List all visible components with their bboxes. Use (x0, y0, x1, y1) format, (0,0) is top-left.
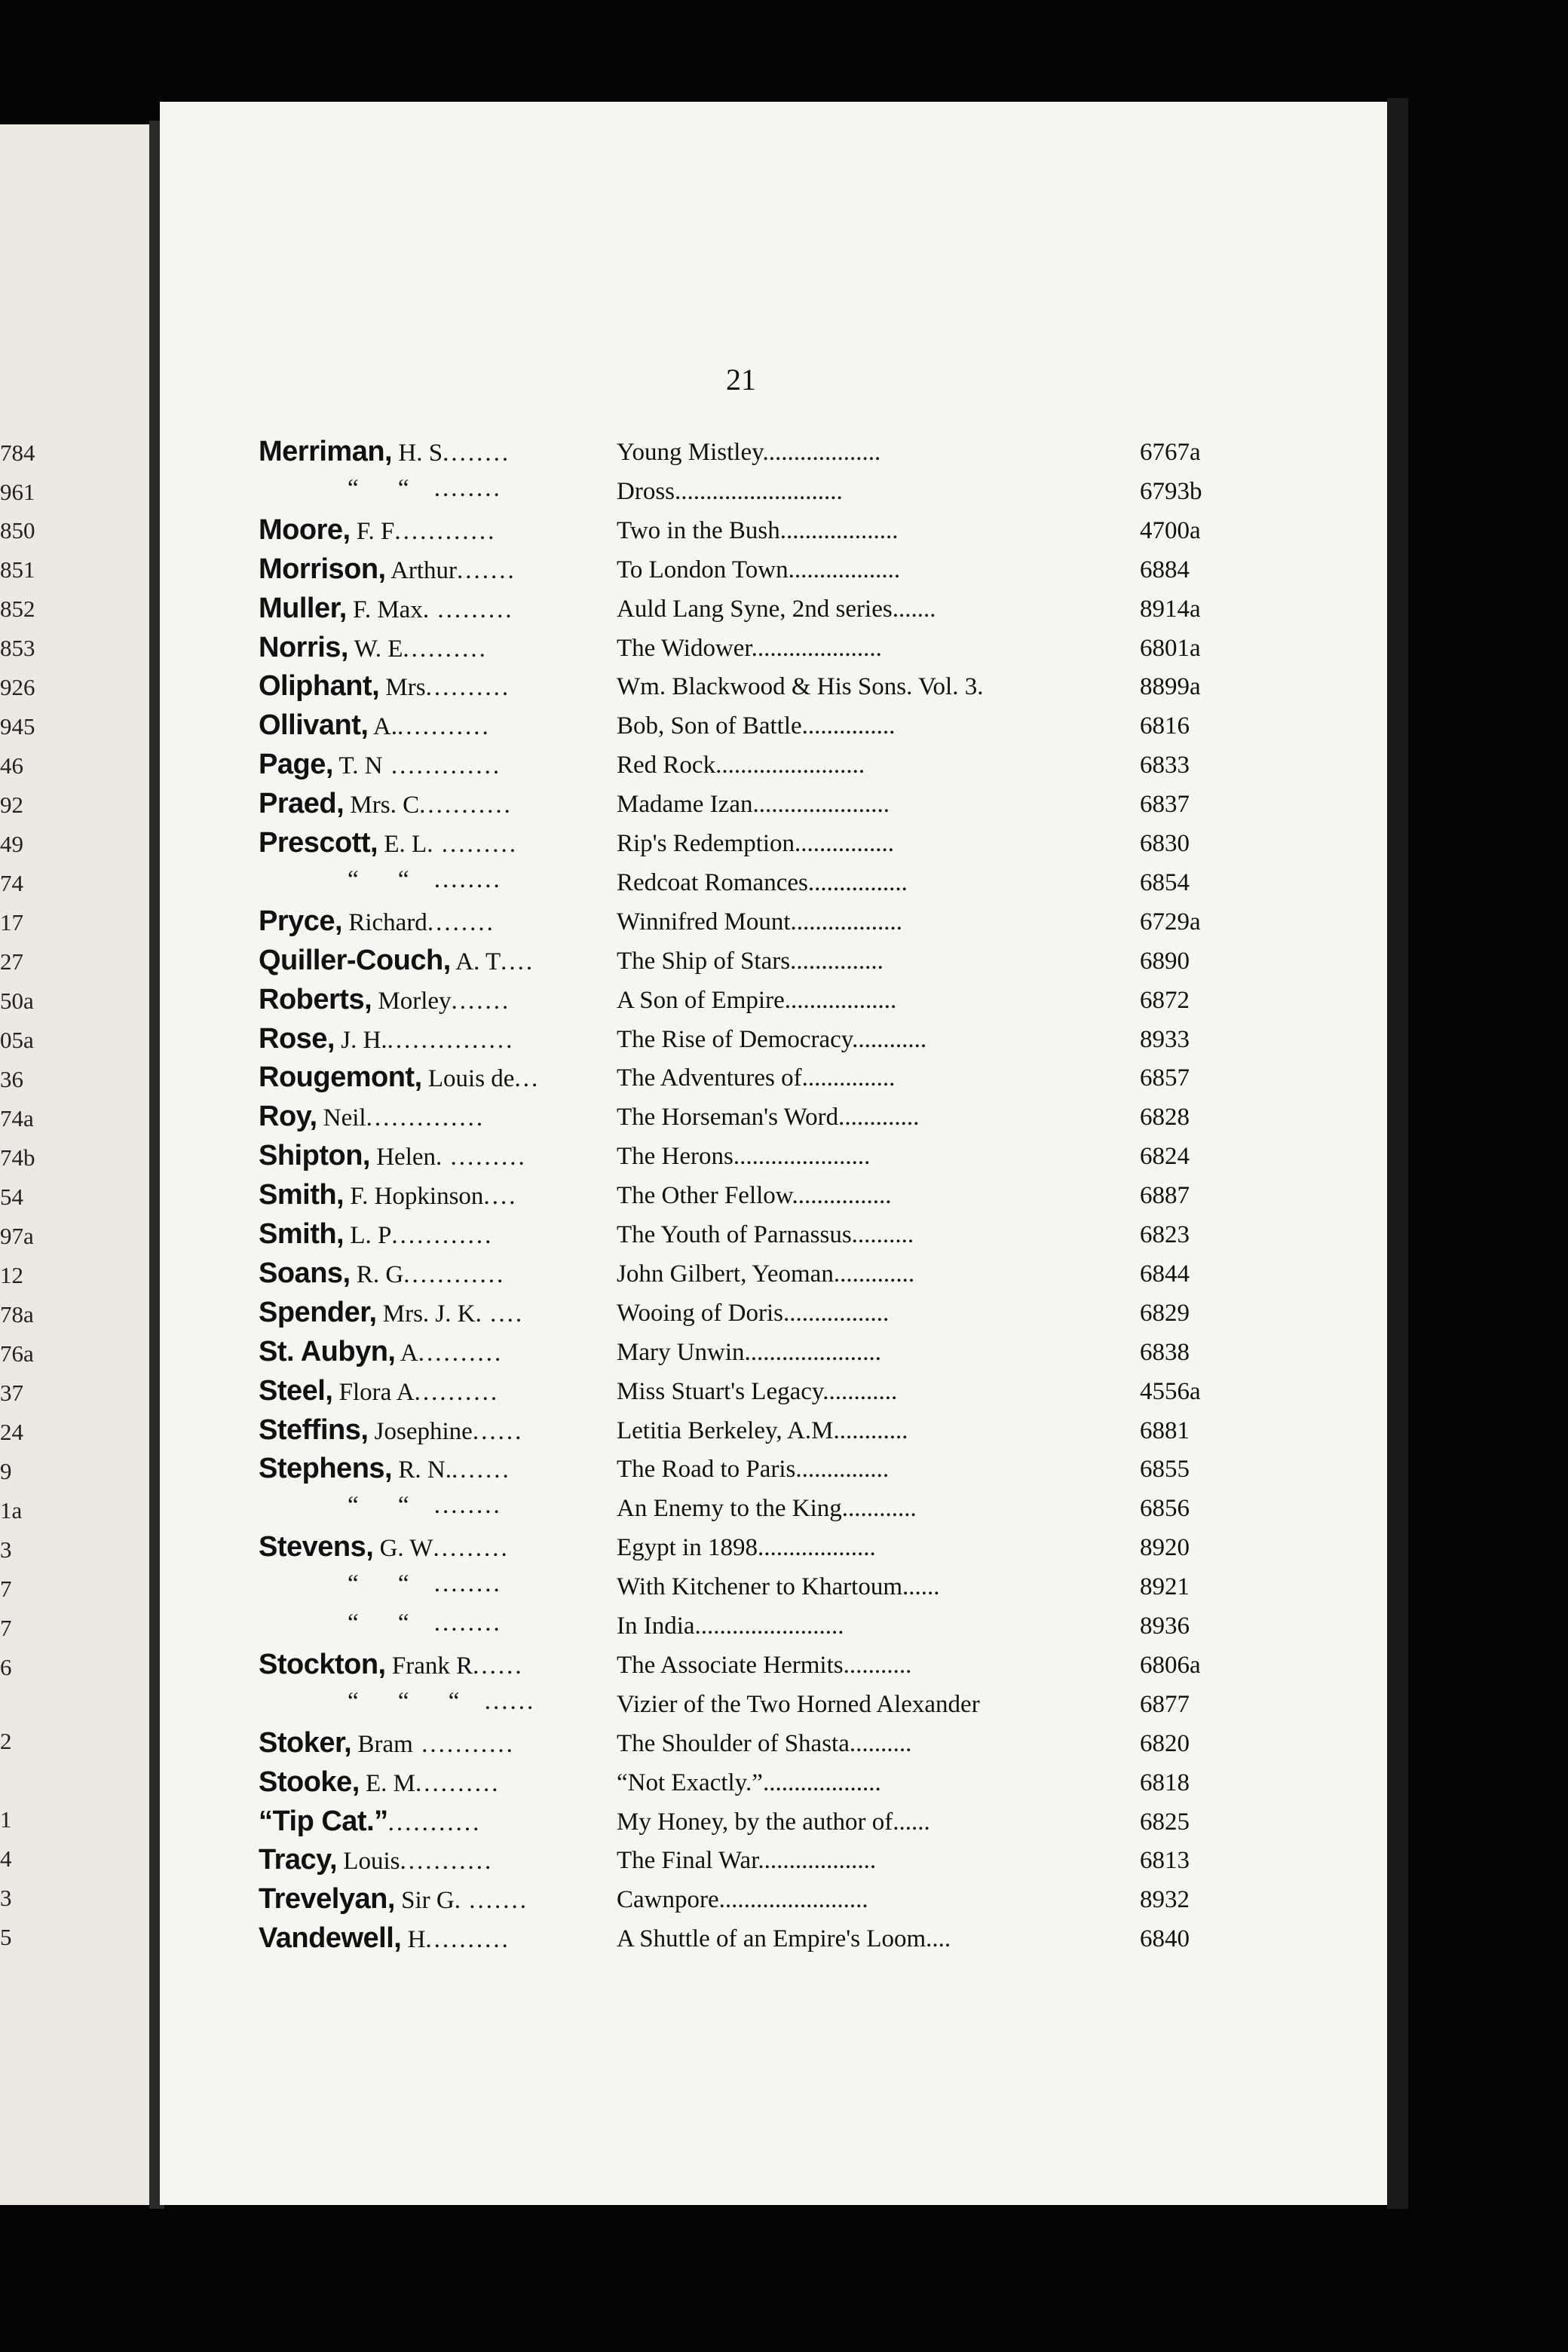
author-given-name: Neil (323, 1104, 366, 1132)
author-given-name: Mrs. C (350, 792, 420, 819)
leader-dots: ........... (400, 1848, 494, 1875)
leader-dots: ... (514, 1065, 541, 1092)
book-title: Young Mistley................... (617, 439, 881, 466)
leader-dots: .... (483, 1183, 518, 1210)
facing-page-number: 92 (0, 792, 23, 818)
author-given-name: F. Max. (353, 596, 430, 623)
author-given-name: J. H. (341, 1027, 387, 1054)
author-given-name: A (400, 1340, 418, 1367)
facing-page-number: 5 (0, 1924, 12, 1950)
entry-author (259, 1649, 617, 1681)
facing-page-number: 76a (0, 1340, 34, 1367)
leader-dots: ......... (429, 596, 514, 623)
facing-page-number: 46 (0, 752, 23, 779)
author-given-name: Richard (348, 909, 427, 936)
author-given-name: A. T (455, 948, 501, 975)
author-surname: “Tip Cat.” (259, 1805, 388, 1837)
entry-author (259, 1414, 617, 1447)
book-title: Two in the Bush................... (617, 517, 899, 544)
author-given-name: R. G (356, 1261, 404, 1288)
facing-page-number: 945 (0, 713, 35, 740)
entry-author (259, 1140, 617, 1172)
ditto-marks: “ “ (348, 1609, 426, 1637)
catalog-number: 6844 (1140, 1260, 1190, 1288)
entry-author (259, 1179, 617, 1211)
leader-dots: ......... (433, 831, 518, 858)
leader-dots: .......... (425, 1926, 510, 1953)
ditto-marks: “ “ (348, 866, 426, 893)
facing-page-number: 50a (0, 988, 34, 1014)
author-surname: Smith, (259, 1218, 345, 1250)
facing-page-number: 78a (0, 1301, 34, 1328)
entry-author (259, 514, 617, 547)
author-given-name: F. Hopkinson (350, 1183, 484, 1210)
catalog-number: 6829 (1140, 1300, 1190, 1327)
leader-dots: ........ (443, 439, 511, 467)
leader-dots: ........ (425, 1570, 502, 1597)
leader-dots: ........... (387, 1809, 482, 1836)
author-surname: Oliphant, (259, 670, 380, 702)
entry-author (259, 436, 617, 468)
catalog-number: 6833 (1140, 752, 1190, 779)
author-given-name: Mrs (385, 674, 426, 701)
author-surname: Steel, (259, 1375, 333, 1407)
catalog-number: 8921 (1140, 1573, 1190, 1600)
catalog-number: 6887 (1140, 1182, 1190, 1209)
facing-page-number: 36 (0, 1066, 23, 1092)
catalog-number: 6813 (1140, 1847, 1190, 1874)
leader-dots: ......... (433, 1535, 510, 1562)
catalog-number: 6818 (1140, 1769, 1190, 1796)
entry-author (259, 709, 617, 742)
author-given-name: Arthur (390, 557, 458, 584)
entry-author (259, 984, 617, 1016)
catalog-number: 6830 (1140, 830, 1190, 857)
book-title: Letitia Berkeley, A.M............ (617, 1417, 908, 1444)
author-surname: Roberts, (259, 984, 372, 1015)
author-given-name: E. L. (384, 831, 433, 858)
facing-page-number: 850 (0, 517, 35, 544)
facing-page-number: 1a (0, 1497, 23, 1524)
book-title: The Herons...................... (617, 1143, 871, 1170)
entry-author (259, 1492, 617, 1520)
author-surname: Spender, (259, 1297, 377, 1328)
catalog-number: 6729a (1140, 908, 1201, 936)
leader-dots: ........ (425, 1492, 502, 1519)
leader-dots: ........ (425, 866, 502, 893)
book-title: Vizier of the Two Horned Alexander (617, 1691, 980, 1718)
entry-author (259, 1688, 617, 1716)
author-surname: Soans, (259, 1257, 351, 1289)
author-given-name: G. W (379, 1535, 433, 1562)
book-title: “Not Exactly.”................... (617, 1769, 881, 1796)
leader-dots: ....... (457, 557, 516, 584)
facing-page-number: 27 (0, 948, 23, 975)
author-surname: Prescott, (259, 827, 378, 859)
author-given-name: Helen. (376, 1144, 443, 1171)
leader-dots: ............ (391, 1222, 494, 1249)
leader-dots: .... (481, 1300, 525, 1328)
author-surname: Tracy, (259, 1844, 338, 1876)
author-given-name: H (407, 1926, 426, 1953)
leader-dots: ....... (451, 988, 511, 1015)
leader-dots: ...... (476, 1688, 536, 1715)
book-title: Miss Stuart's Legacy............ (617, 1378, 898, 1405)
facing-page-number: 9 (0, 1458, 12, 1484)
author-given-name: Morley (378, 988, 452, 1015)
entry-author (259, 827, 617, 859)
leader-dots: .......... (414, 1379, 500, 1406)
facing-page-number: 926 (0, 674, 35, 700)
facing-page-number: 7 (0, 1615, 12, 1641)
facing-page-number: 852 (0, 596, 35, 622)
catalog-number: 6825 (1140, 1808, 1190, 1836)
author-surname: Roy, (259, 1101, 317, 1132)
author-surname: Praed, (259, 788, 345, 819)
author-surname: Smith, (259, 1179, 345, 1211)
catalog-number: 8932 (1140, 1886, 1190, 1913)
page-edge (1387, 98, 1408, 2209)
entry-author (259, 1257, 617, 1290)
catalog-number: 6857 (1140, 1064, 1190, 1092)
author-surname: Stoker, (259, 1727, 352, 1759)
author-given-name: Frank R (391, 1652, 473, 1680)
entry-author (259, 1922, 617, 1955)
facing-page-number: 961 (0, 479, 35, 505)
catalog-number: 6840 (1140, 1925, 1190, 1952)
catalog-number: 8920 (1140, 1534, 1190, 1561)
leader-dots: ........ (425, 1609, 502, 1637)
book-title: Madame Izan...................... (617, 791, 890, 818)
catalog-number: 4700a (1140, 517, 1201, 544)
facing-page-number: 05a (0, 1027, 34, 1053)
leader-dots: ......... (442, 1144, 527, 1171)
author-surname: Muller, (259, 593, 347, 624)
facing-page-number: 74b (0, 1144, 35, 1171)
leader-dots: .... (501, 948, 535, 975)
facing-page-number: 6 (0, 1654, 12, 1680)
book-title: With Kitchener to Khartoum...... (617, 1573, 940, 1600)
catalog-number: 6820 (1140, 1730, 1190, 1757)
author-surname: Steffins, (259, 1414, 369, 1446)
book-title: An Enemy to the King............ (617, 1495, 917, 1522)
book-title: In India........................ (617, 1612, 844, 1640)
book-title: Egypt in 1898................... (617, 1534, 876, 1561)
author-surname: Stooke, (259, 1766, 360, 1798)
facing-page-number: 97a (0, 1223, 34, 1249)
leader-dots: ............ (394, 518, 497, 545)
leader-dots: .......... (415, 1770, 501, 1797)
book-title: Winnifred Mount.................. (617, 908, 903, 936)
author-surname: Rougemont, (259, 1061, 422, 1093)
author-surname: Stephens, (259, 1453, 393, 1484)
entry-author (259, 905, 617, 938)
author-given-name: Flora A (338, 1379, 415, 1406)
facing-page-number: 2 (0, 1728, 12, 1754)
catalog-number: 8936 (1140, 1612, 1190, 1640)
leader-dots: .............. (366, 1104, 485, 1132)
book-title: Bob, Son of Battle............... (617, 712, 896, 740)
author-given-name: T. N (338, 752, 383, 779)
entry-author (259, 1883, 617, 1916)
catalog-number: 6877 (1140, 1691, 1190, 1718)
leader-dots: .......... (403, 635, 488, 663)
facing-page-number: 853 (0, 635, 35, 661)
book-title: Rip's Redemption................ (617, 830, 895, 857)
book-title: The Rise of Democracy............ (617, 1026, 927, 1053)
entry-author (259, 1453, 617, 1485)
book-title: The Road to Paris............... (617, 1456, 890, 1483)
book-title: Red Rock........................ (617, 752, 865, 779)
author-given-name: R. N. (398, 1456, 452, 1484)
author-surname: Rose, (259, 1023, 335, 1055)
entry-author (259, 1805, 617, 1838)
catalog-number: 6806a (1140, 1652, 1201, 1679)
author-given-name: W. E (354, 635, 403, 663)
book-title: Mary Unwin...................... (617, 1339, 882, 1366)
leader-dots: ...... (472, 1418, 524, 1445)
book-title: Dross........................... (617, 478, 843, 505)
author-surname: Stockton, (259, 1649, 386, 1680)
author-surname: St. Aubyn, (259, 1336, 396, 1367)
leader-dots: ....... (461, 1887, 528, 1914)
author-surname: Quiller-Couch, (259, 945, 451, 976)
catalog-number: 6801a (1140, 635, 1201, 662)
author-given-name: Bram (357, 1731, 413, 1758)
entry-author (259, 945, 617, 977)
author-given-name: Louis de (427, 1065, 515, 1092)
book-title: My Honey, by the author of...... (617, 1808, 930, 1836)
book-title: Wm. Blackwood & His Sons. Vol. 3. (617, 673, 984, 700)
author-surname: Page, (259, 749, 333, 780)
entry-author (259, 1023, 617, 1055)
author-given-name: L. P (350, 1222, 392, 1249)
entry-author (259, 632, 617, 664)
entry-author (259, 670, 617, 703)
author-surname: Pryce, (259, 905, 343, 937)
ditto-marks: “ “ “ (348, 1688, 476, 1715)
ditto-marks: “ “ (348, 1570, 426, 1597)
entry-author (259, 1531, 617, 1563)
author-surname: Ollivant, (259, 709, 369, 741)
entry-author (259, 475, 617, 503)
catalog-number: 6890 (1140, 948, 1190, 975)
facing-page-number: 37 (0, 1380, 23, 1406)
entry-author (259, 593, 617, 625)
catalog-number: 8914a (1140, 596, 1201, 623)
entry-author (259, 1061, 617, 1094)
facing-page-number: 3 (0, 1885, 12, 1911)
author-surname: Trevelyan, (259, 1883, 395, 1915)
entry-author (259, 553, 617, 586)
author-surname: Stevens, (259, 1531, 374, 1563)
entry-author (259, 1570, 617, 1598)
previous-page-fragment (0, 124, 155, 2205)
facing-page-number: 784 (0, 439, 35, 466)
leader-dots: ....... (451, 1456, 511, 1484)
facing-page-number: 74a (0, 1105, 34, 1132)
catalog-number: 6793b (1140, 478, 1202, 505)
entry-author (259, 1336, 617, 1368)
book-title: The Other Fellow................ (617, 1182, 892, 1209)
author-given-name: E. M (366, 1770, 415, 1797)
author-surname: Shipton, (259, 1140, 370, 1171)
catalog-number: 4556a (1140, 1378, 1201, 1405)
leader-dots: ........... (412, 1731, 515, 1758)
author-surname: Moore, (259, 514, 351, 546)
entry-author (259, 1844, 617, 1876)
book-title: Auld Lang Syne, 2nd series....... (617, 596, 936, 623)
entry-author (259, 1609, 617, 1637)
facing-page-number: 74 (0, 870, 23, 896)
author-surname: Merriman, (259, 436, 393, 467)
entry-author (259, 788, 617, 820)
entry-author (259, 1297, 617, 1329)
catalog-number: 6824 (1140, 1143, 1190, 1170)
leader-dots: .......... (418, 1340, 504, 1367)
author-given-name: H. S (398, 439, 443, 467)
leader-dots: .......... (425, 674, 511, 701)
leader-dots: ............ (403, 1261, 506, 1288)
book-title: To London Town.................. (617, 556, 901, 583)
author-given-name: Louis (343, 1848, 400, 1875)
entry-author (259, 866, 617, 894)
catalog-number: 6823 (1140, 1221, 1190, 1248)
facing-page-number: 1 (0, 1806, 12, 1833)
facing-page-number: 24 (0, 1419, 23, 1445)
entry-author (259, 1218, 617, 1251)
book-title: The Ship of Stars............... (617, 948, 884, 975)
book-title: Redcoat Romances................ (617, 869, 908, 896)
catalog-number: 6838 (1140, 1339, 1190, 1366)
leader-dots: ...... (473, 1652, 524, 1680)
book-title: The Final War................... (617, 1847, 877, 1874)
author-surname: Morrison, (259, 553, 386, 585)
catalog-number: 6884 (1140, 556, 1190, 583)
leader-dots: ........... (397, 713, 491, 740)
catalog-number: 6837 (1140, 791, 1190, 818)
author-surname: Norris, (259, 632, 348, 663)
book-title: The Youth of Parnassus.......... (617, 1221, 914, 1248)
book-title: The Horseman's Word............. (617, 1104, 920, 1131)
ditto-marks: “ “ (348, 1492, 426, 1519)
entry-author (259, 1375, 617, 1407)
author-surname: Vandewell, (259, 1922, 402, 1954)
entry-author (259, 1766, 617, 1799)
author-given-name: F. F (356, 518, 395, 545)
leader-dots: ............... (387, 1027, 515, 1054)
leader-dots: ........... (419, 792, 513, 819)
catalog-number: 6881 (1140, 1417, 1190, 1444)
catalog-number: 6828 (1140, 1104, 1190, 1131)
book-title: Cawnpore........................ (617, 1886, 868, 1913)
ditto-marks: “ “ (348, 475, 426, 502)
catalog-number: 6872 (1140, 987, 1190, 1014)
entry-author (259, 749, 617, 781)
catalog-number: 8899a (1140, 673, 1201, 700)
catalog-number: 8933 (1140, 1026, 1190, 1053)
facing-page-number: 17 (0, 909, 23, 936)
facing-page-number: 3 (0, 1536, 12, 1563)
leader-dots: ........ (425, 475, 502, 502)
book-title: A Shuttle of an Empire's Loom.... (617, 1925, 951, 1952)
book-title: John Gilbert, Yeoman............. (617, 1260, 915, 1288)
catalog-number: 6855 (1140, 1456, 1190, 1483)
entry-author (259, 1727, 617, 1759)
book-title: Wooing of Doris................. (617, 1300, 890, 1327)
facing-page-number: 7 (0, 1576, 12, 1602)
book-title: The Associate Hermits........... (617, 1652, 912, 1679)
author-given-name: Josephine (374, 1418, 473, 1445)
page-number: 21 (726, 363, 756, 397)
book-title: A Son of Empire.................. (617, 987, 897, 1014)
catalog-number: 6856 (1140, 1495, 1190, 1522)
catalog-number: 6767a (1140, 439, 1201, 466)
facing-page-number: 851 (0, 556, 35, 583)
author-given-name: Mrs. J. K. (382, 1300, 482, 1328)
entry-author (259, 1101, 617, 1133)
leader-dots: ............. (382, 752, 502, 779)
catalog-number: 6854 (1140, 869, 1190, 896)
book-title: The Adventures of............... (617, 1064, 896, 1092)
book-title: The Widower..................... (617, 635, 882, 662)
author-given-name: A. (372, 713, 397, 740)
author-given-name: Sir G. (401, 1887, 461, 1914)
facing-page-number: 4 (0, 1845, 12, 1872)
leader-dots: ........ (427, 909, 495, 936)
book-title: The Shoulder of Shasta.......... (617, 1730, 912, 1757)
catalog-number: 6816 (1140, 712, 1190, 740)
facing-page-number: 12 (0, 1262, 23, 1288)
facing-page-number: 49 (0, 831, 23, 857)
facing-page-number: 54 (0, 1184, 23, 1210)
